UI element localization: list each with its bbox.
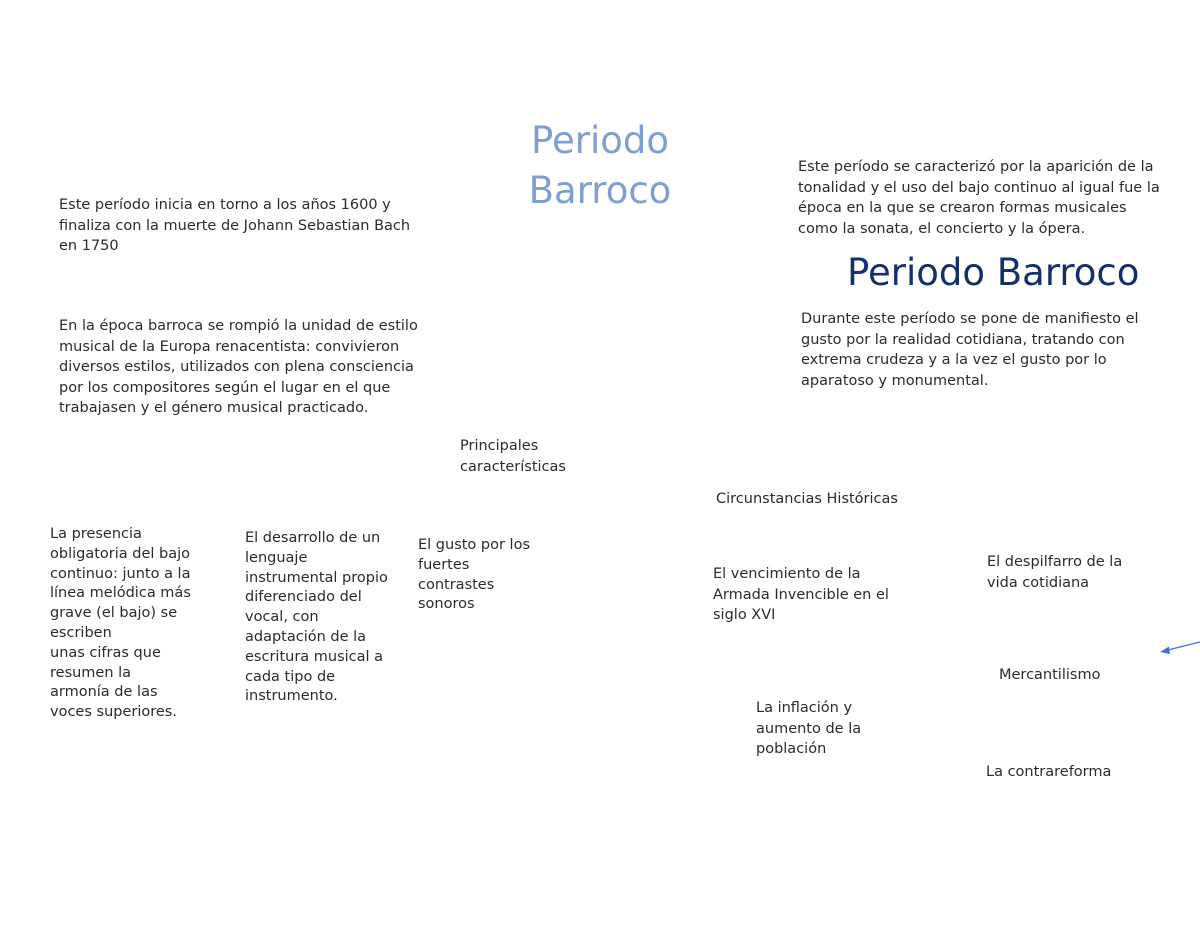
circunstancia-inflacion: La inflación y aumento de la población — [756, 700, 862, 757]
circunstancia-despilfarro: El despilfarro de la vida cotidiana — [987, 554, 1123, 591]
caracteristica-bajo-continuo: La presencia obligatoria del bajo continuo: junto a la línea melódica más grave (el bajo) se escriben unas cifras que resumen la armonía de las voces superiores. — [50, 526, 191, 721]
caracteristica-contrastes: El gusto por los fuertes contrastes sonoros — [418, 537, 531, 613]
circunstancias-heading: Circunstancias Históricas — [716, 491, 898, 507]
caracteristica-lenguaje-instrumental: El desarrollo de un lenguaje instrumental propio diferenciado del vocal, con adaptación de la escritura musical a cada tipo de instrumento. — [245, 530, 388, 705]
connector-arrow — [1150, 630, 1200, 666]
tonalidad-text: Este período se caracterizó por la aparición de la tonalidad y el uso del bajo continuo al igual fue la época en la que se crearon formas musicales como la sonata, el concierto y la ópera. — [798, 159, 1160, 237]
title-right: Periodo Barroco — [847, 251, 1140, 294]
intro-dates-text: Este período inicia en torno a los años 1600 y finaliza con la muerte de Johann Sebastian Bach en 1750 — [59, 197, 411, 254]
circunstancia-armada: El vencimiento de la Armada Invencible en el siglo XVI — [713, 566, 889, 623]
circunstancia-contrareforma: La contrareforma — [986, 764, 1112, 780]
estilos-text: En la época barroca se rompió la unidad de estilo musical de la Europa renacentista: convivieron diversos estilos, utilizados con plena consciencia por los compositores según el lugar en el que trabajasen y el género musical practicado. — [59, 318, 418, 416]
circunstancia-mercantilismo: Mercantilismo — [999, 667, 1101, 683]
title-center: Periodo Barroco — [528, 119, 672, 212]
realidad-text: Durante este período se pone de manifiesto el gusto por la realidad cotidiana, tratando con extrema crudeza y a la vez el gusto por lo aparatoso y monumental. — [801, 311, 1139, 389]
connector-arrowhead — [1160, 647, 1170, 655]
caracteristicas-heading: Principales características — [460, 438, 566, 475]
